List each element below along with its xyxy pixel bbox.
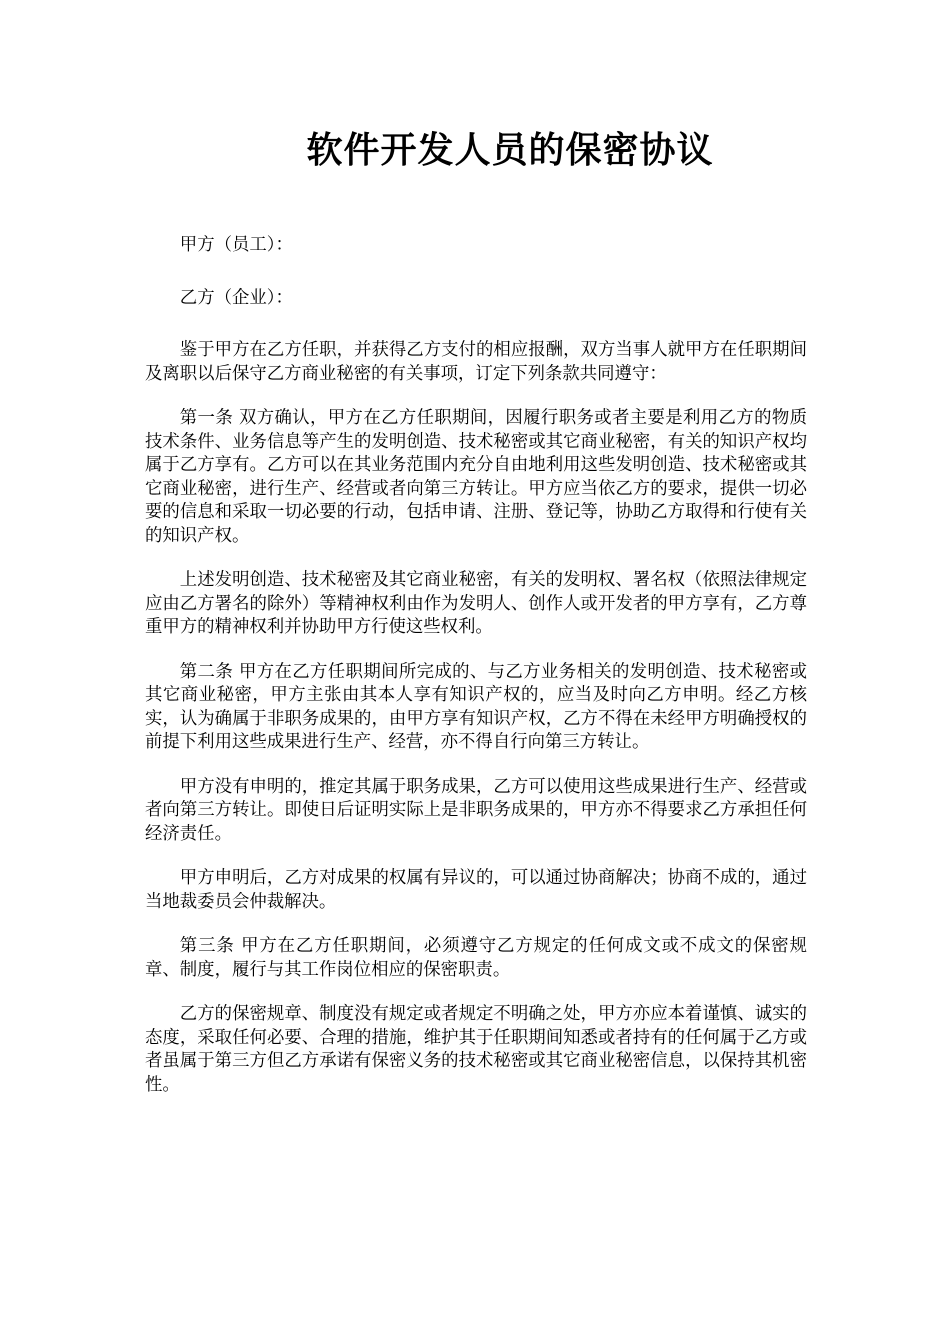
article-3-duty-paragraph: 乙方的保密规章、制度没有规定或者规定不明确之处，甲方亦应本着谨慎、诚实的态度，采取任何必要、合理的措施，维护其于任职期间知悉或者持有的任何属于乙方或者虽属于第三方但乙方承诺有保密义务的技术秘密或其它商业秘密信息，以保持其机密性。	[145, 1004, 807, 1095]
article-1-paragraph: 第一条 双方确认，甲方在乙方任职期间，因履行职务或者主要是利用乙方的物质技术条件、业务信息等产生的发明创造、技术秘密或其它商业秘密，有关的知识产权均属于乙方享有。乙方可以在其业务范围内充分自由地利用这些发明创造、技术秘密或其它商业秘密，进行生产、经营或者向第三方转让。甲方应当依乙方的要求，提供一切必要的信息和采取一切必要的行动，包括申请、注册、登记等，协助乙方取得和行使有关的知识产权。	[145, 408, 807, 546]
article-2-paragraph: 第二条 甲方在乙方任职期间所完成的、与乙方业务相关的发明创造、技术秘密或其它商业秘密，甲方主张由其本人享有知识产权的，应当及时向乙方申明。经乙方核实，认为确属于非职务成果的，由甲方享有知识产权，乙方不得在未经甲方明确授权的前提下利用这些成果进行生产、经营，亦不得自行向第三方转让。	[145, 661, 807, 752]
preamble-paragraph: 鉴于甲方在乙方任职，并获得乙方支付的相应报酬，双方当事人就甲方在任职期间及离职以后保守乙方商业秘密的有关事项，订定下列条款共同遵守：	[145, 340, 807, 384]
article-2-undeclared-paragraph: 甲方没有申明的，推定其属于职务成果，乙方可以使用这些成果进行生产、经营或者向第三方转让。即使日后证明实际上是非职务成果的，甲方亦不得要求乙方承担任何经济责任。	[145, 776, 807, 844]
article-3-paragraph: 第三条 甲方在乙方任职期间，必须遵守乙方规定的任何成文或不成文的保密规章、制度，履行与其工作岗位相应的保密职责。	[145, 936, 807, 980]
party-a-line: 甲方（员工）：	[179, 235, 293, 255]
party-b-line: 乙方（企业）：	[179, 287, 293, 308]
article-1-moral-rights-paragraph: 上述发明创造、技术秘密及其它商业秘密，有关的发明权、署名权（依照法律规定应由乙方署名的除外）等精神权利由作为发明人、创作人或开发者的甲方享有，乙方尊重甲方的精神权利并协助甲方行使这些权利。	[145, 570, 807, 637]
article-2-dispute-paragraph: 甲方申明后，乙方对成果的权属有异议的，可以通过协商解决；协商不成的，通过当地裁委员会仲裁解决。	[145, 868, 807, 912]
document-title: 软件开发人员的保密协议	[306, 130, 714, 171]
document-body	[145, 234, 807, 1118]
